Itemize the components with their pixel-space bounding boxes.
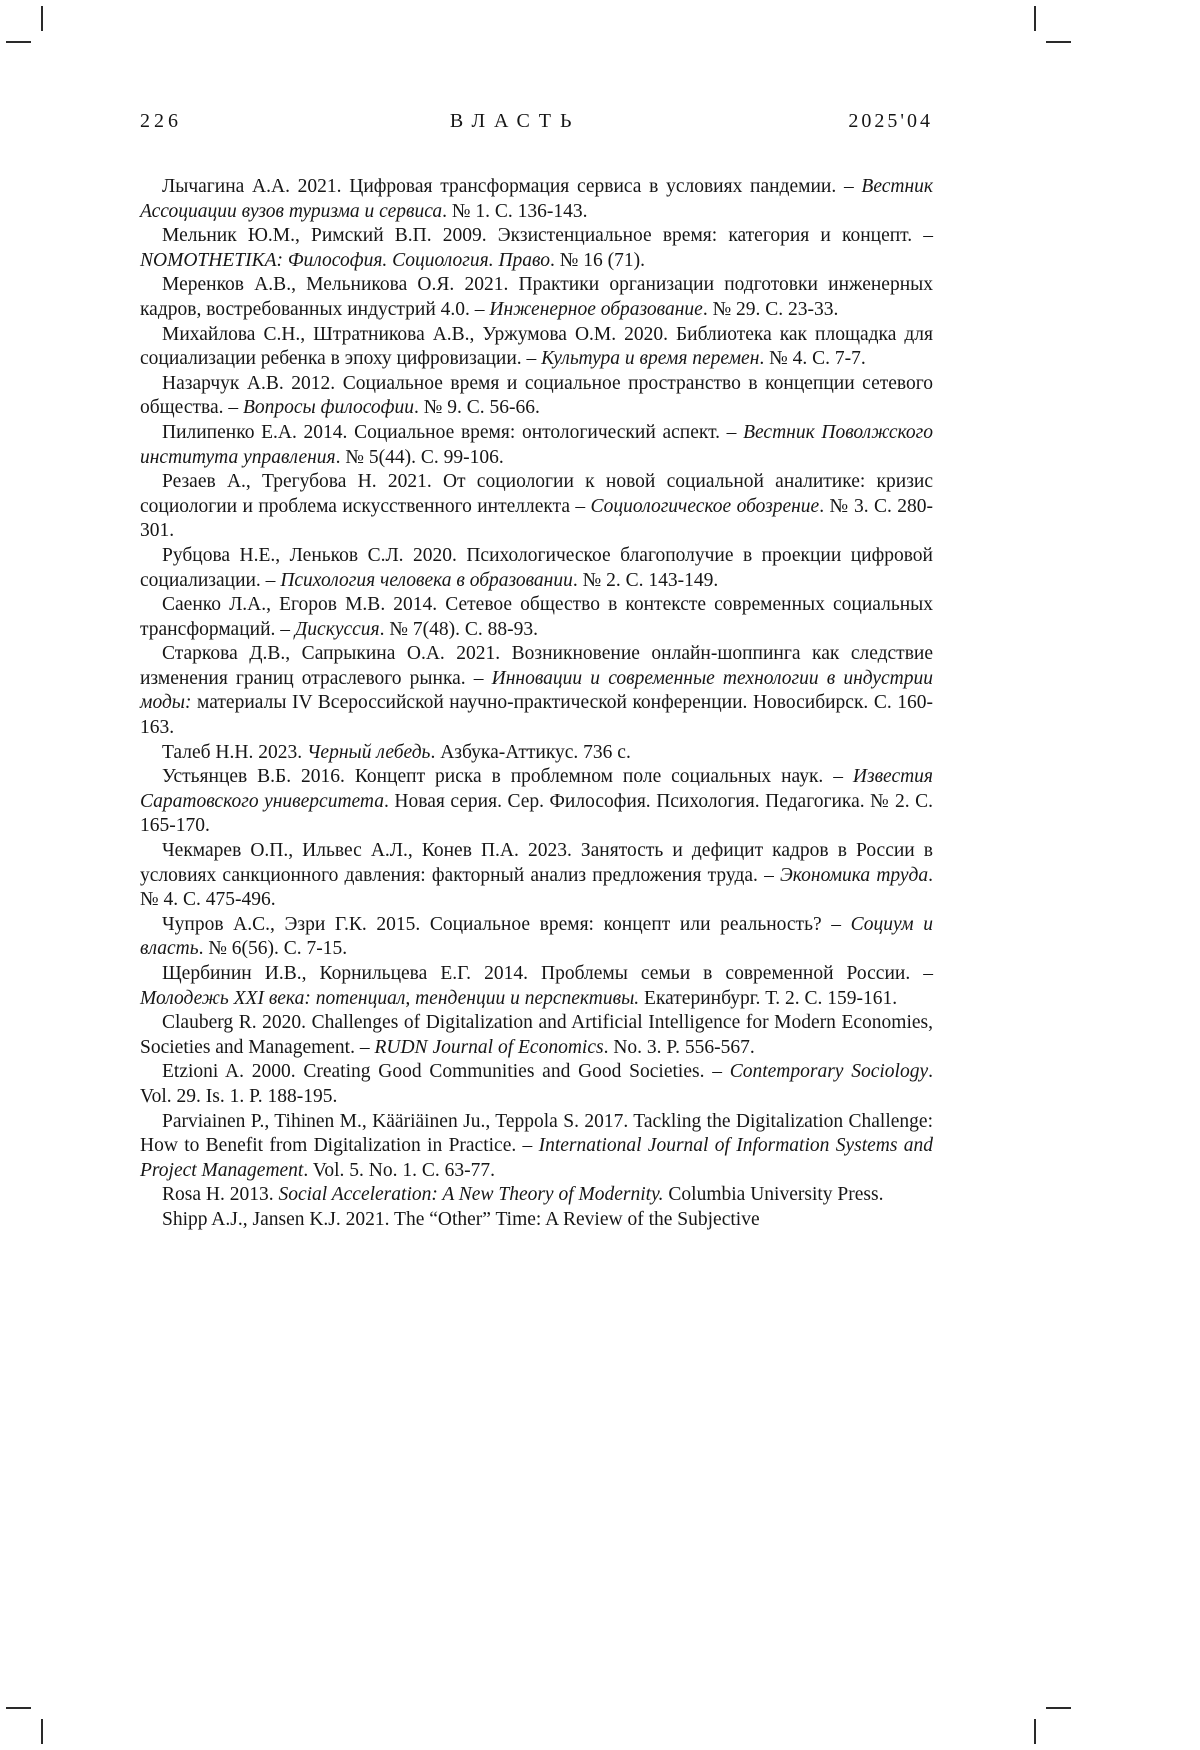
reference-source-title: Вопросы философии: [242, 397, 414, 419]
reference-source-title: Известия Саратовского университета: [140, 766, 933, 812]
reference-text: Лычагина А.А. 2021. Цифровая трансформация сервиса в условиях пандемии. –: [162, 176, 862, 197]
page-number: 226: [140, 110, 182, 132]
reference-text: . Новая серия. Сер. Философия. Психология. Педагогика. № 2. С. 165-170.: [140, 790, 933, 837]
reference-text: Саенко Л.А., Егоров М.В. 2014. Сетевое общество в контексте современных социальных трансформаций. –: [140, 594, 933, 640]
reference-item: [140, 839, 933, 913]
crop-mark-bottom-right-vertical: [1034, 1719, 1036, 1744]
reference-item: [140, 642, 933, 740]
crop-mark-top-left-vertical: [41, 6, 43, 31]
reference-text: Назарчук А.В. 2012. Социальное время и социальное пространство в концепции сетевого общества. –: [140, 372, 933, 419]
reference-text: Мельник Ю.М., Римский В.П. 2009. Экзистенциальное время: категория и концепт. –: [162, 225, 933, 247]
reference-source-title: Инновации и современные технологии в индустрии моды:: [140, 667, 933, 714]
reference-item: [140, 962, 933, 1011]
reference-source-title: Социум и власть: [140, 913, 933, 960]
crop-mark-bottom-left-vertical: [41, 1719, 43, 1744]
reference-source-title: Вестник Поволжского института управления: [140, 421, 933, 468]
reference-text: . Vol. 29. Is. 1. P. 188-195.: [140, 1061, 933, 1107]
reference-item: [140, 421, 933, 470]
reference-text: Екатеринбург. Т. 2. С. 159-161.: [639, 987, 898, 1009]
crop-mark-bottom-left-horizontal: [6, 1707, 31, 1709]
reference-item: [140, 273, 933, 322]
reference-text: Clauberg R. 2020. Challenges of Digitalization and Artificial Intelligence for Modern Economies, Societies and Management. –: [140, 1012, 933, 1058]
references-list: [140, 175, 933, 1233]
reference-source-title: Экономика труда: [780, 864, 929, 886]
reference-text: . № 4. С. 475-496.: [140, 864, 933, 911]
reference-source-title: Социологическое обозрение: [590, 495, 820, 517]
reference-text: материалы IV Всероссийской научно-практической конференции. Новосибирск. С. 160-163.: [140, 692, 933, 739]
reference-text: Талеб Н.Н. 2023.: [162, 741, 307, 763]
reference-item: [140, 1110, 933, 1184]
reference-source-title: Инженерное образование: [489, 298, 703, 320]
issue-label: 2025'04: [848, 110, 933, 132]
reference-text: . № 9. С. 56-66.: [413, 397, 540, 419]
reference-text: . No. 3. P. 556-567.: [603, 1036, 755, 1058]
reference-source-title: NOMOTHETIKA: Философия. Социология. Право: [140, 249, 550, 271]
reference-source-title: Вестник Ассоциации вузов туризма и сервиса: [140, 176, 933, 222]
reference-text: . № 7(48). С. 88-93.: [379, 618, 538, 640]
reference-source-title: Social Acceleration: A New Theory of Modernity.: [278, 1184, 664, 1206]
reference-text: . Азбука-Аттикус. 736 с.: [430, 741, 631, 763]
reference-source-title: International Journal of Information Systems and Project Management: [140, 1135, 933, 1181]
reference-text: Rosa H. 2013.: [162, 1184, 279, 1206]
reference-item: [140, 741, 933, 766]
running-head: [140, 110, 933, 133]
reference-text: Меренков А.В., Мельникова О.Я. 2021. Практики организации подготовки инженерных кадров, востребованных индустрий 4.0. –: [140, 274, 933, 320]
crop-mark-bottom-right-horizontal: [1046, 1707, 1071, 1709]
reference-text: Чупров А.С., Эзри Г.К. 2015. Социальное время: концепт или реальность? –: [162, 913, 851, 935]
reference-text: Чекмарев О.П., Ильвес А.Л., Конев П.А. 2023. Занятость и дефицит кадров в России в условиях санкционного давления: факторный анализ предложения труда. –: [140, 840, 933, 886]
reference-text: . № 4. С. 7-7.: [759, 348, 866, 370]
reference-item: [140, 372, 933, 421]
reference-item: [140, 1208, 933, 1233]
reference-text: . № 1. С. 136-143.: [442, 200, 588, 222]
reference-text: . № 3. С. 280-301.: [140, 495, 933, 542]
reference-item: [140, 224, 933, 273]
reference-text: Parviainen P., Tihinen M., Kääriäinen Ju., Teppola S. 2017. Tackling the Digitalization Challenge: How to Benefit from Digitalization in Practice. –: [140, 1110, 933, 1157]
reference-source-title: Молодежь XXI века: потенциал, тенденции и перспективы.: [140, 987, 640, 1009]
reference-source-title: Культура и время перемен: [541, 348, 760, 370]
reference-source-title: Черный лебедь: [306, 741, 431, 763]
reference-item: [140, 544, 933, 593]
reference-text: Пилипенко Е.А. 2014. Социальное время: онтологический аспект. –: [162, 421, 744, 443]
journal-title: ВЛАСТЬ: [449, 110, 581, 132]
reference-item: [140, 913, 933, 962]
reference-item: [140, 765, 933, 839]
reference-source-title: Contemporary Sociology: [729, 1061, 929, 1083]
reference-text: Старкова Д.В., Сапрыкина О.А. 2021. Возникновение онлайн-шоппинга как следствие изменения границ отраслевого рынка. –: [140, 643, 933, 689]
reference-source-title: RUDN Journal of Economics: [374, 1036, 604, 1058]
reference-item: [140, 1060, 933, 1109]
reference-text: . Vol. 5. No. 1. С. 63-77.: [303, 1159, 495, 1181]
reference-item: [140, 175, 933, 224]
reference-text: Columbia University Press.: [663, 1184, 884, 1206]
reference-item: [140, 593, 933, 642]
crop-mark-top-right-vertical: [1034, 6, 1036, 31]
reference-text: Рубцова Н.Е., Леньков С.Л. 2020. Психологическое благополучие в проекции цифровой социализации. –: [140, 544, 933, 591]
reference-text: Etzioni A. 2000. Creating Good Communities and Good Societies. –: [162, 1061, 730, 1083]
reference-item: [140, 323, 933, 372]
reference-text: Резаев А., Трегубова Н. 2021. От социологии к новой социальной аналитике: кризис социологии и проблема искусственного интеллекта –: [140, 471, 933, 517]
reference-text: . № 29. С. 23-33.: [702, 298, 839, 320]
reference-source-title: Дискуссия: [294, 618, 380, 640]
reference-text: . № 5(44). С. 99-106.: [335, 446, 504, 468]
reference-text: Shipp A.J., Jansen K.J. 2021. The “Other” Time: A Review of the Subjective: [162, 1208, 760, 1230]
reference-item: [140, 1183, 933, 1208]
reference-text: . № 6(56). С. 7-15.: [198, 938, 348, 960]
crop-mark-top-right-horizontal: [1046, 41, 1071, 43]
reference-item: [140, 470, 933, 544]
crop-mark-top-left-horizontal: [6, 41, 31, 43]
reference-text: . № 16 (71).: [550, 249, 645, 271]
reference-text: Щербинин И.В., Корнильцева Е.Г. 2014. Проблемы семьи в современной России. –: [162, 963, 933, 984]
reference-source-title: Психология человека в образовании: [280, 569, 573, 591]
reference-text: Устьянцев В.Б. 2016. Концепт риска в проблемном поле социальных наук. –: [162, 766, 853, 788]
reference-text: . № 2. С. 143-149.: [572, 569, 719, 591]
reference-text: Михайлова С.Н., Штратникова А.В., Уржумова О.М. 2020. Библиотека как площадка для социализации ребенка в эпоху цифровизации. –: [140, 323, 933, 370]
reference-item: [140, 1011, 933, 1060]
text-block: [140, 110, 933, 1233]
